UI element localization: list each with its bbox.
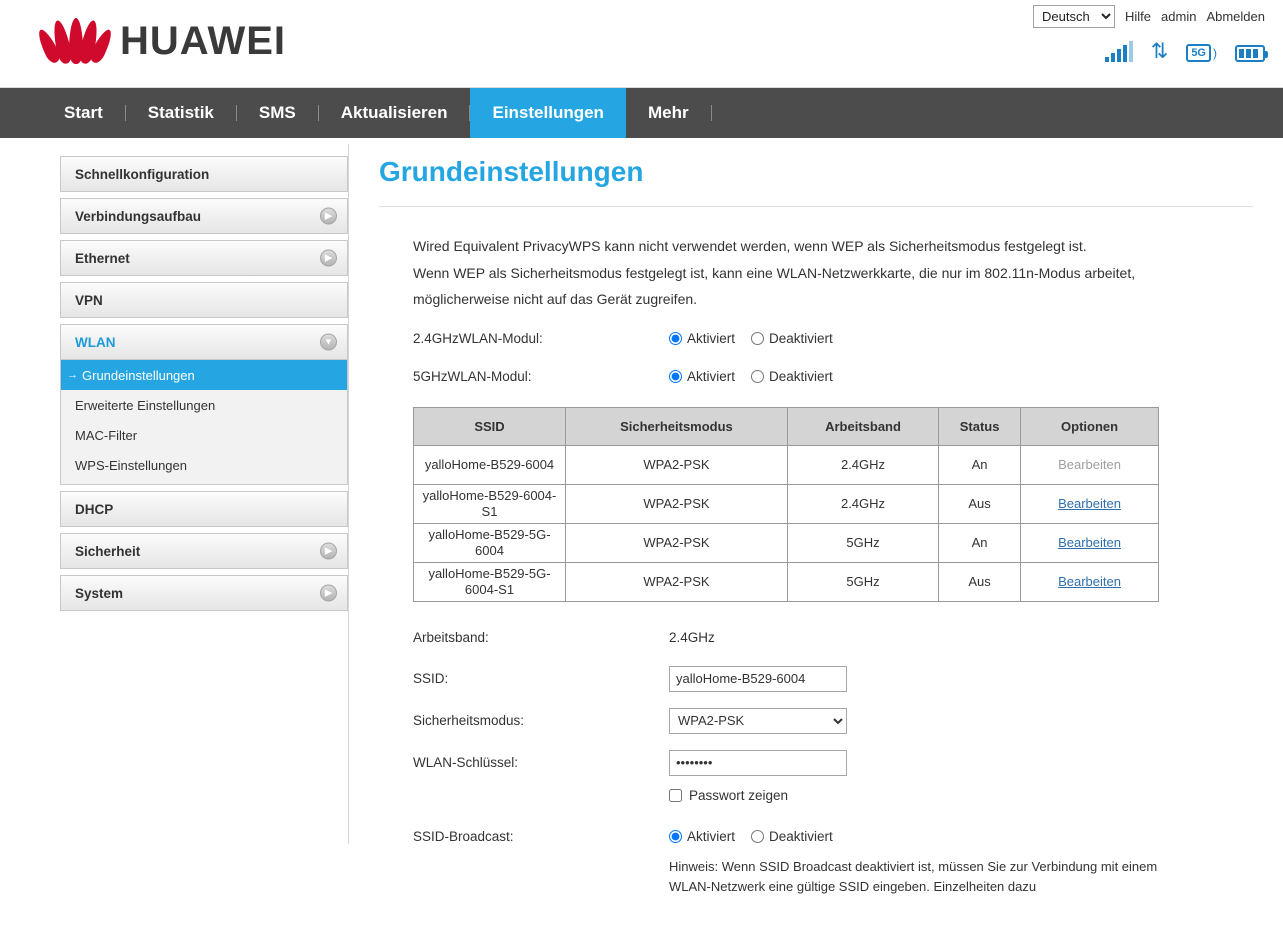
page-body — [0, 138, 1283, 937]
show-password-checkbox[interactable] — [669, 789, 682, 802]
cell-band: 5GHz — [787, 562, 938, 601]
security-mode-select[interactable] — [669, 708, 847, 734]
sidebar-item-label: DHCP — [75, 501, 114, 517]
sidebar-group-ethernet — [60, 240, 348, 276]
radio-label-broadcast-enabled: Aktiviert — [687, 829, 736, 845]
radio-input-wlan24-enabled[interactable] — [669, 332, 682, 345]
field-row-ssid — [413, 666, 1253, 692]
sidebar-item-label: Verbindungsaufbau — [75, 208, 202, 224]
radio-input-wlan24-disabled[interactable] — [751, 332, 764, 345]
radio-input-wlan5-disabled[interactable] — [751, 370, 764, 383]
sidebar-item-label: VPN — [75, 292, 103, 308]
table-header-band: Arbeitsband — [787, 407, 938, 445]
radio-wlan5-enabled[interactable] — [669, 369, 735, 384]
show-password-row — [669, 788, 1253, 803]
radio-input-wlan5-enabled[interactable] — [669, 370, 682, 383]
radio-broadcast-enabled[interactable] — [669, 829, 735, 844]
value-band: 2.4GHz — [669, 630, 715, 646]
chevron-right-icon: ▶ — [320, 208, 337, 225]
sidebar — [0, 138, 348, 937]
data-transfer-icon: ⇅ — [1150, 40, 1169, 63]
field-row-band — [413, 626, 1253, 650]
sidebar-subitem-label: → Grundeinstellungen — [82, 367, 195, 383]
cell-ssid: yalloHome-B529-6004-S1 — [414, 484, 566, 523]
radio-label-wlan5-disabled: Deaktiviert — [769, 369, 833, 385]
edit-link-disabled: Bearbeiten — [1058, 457, 1121, 473]
sidebar-item-label: Schnellkonfiguration — [75, 166, 210, 182]
cell-security: WPA2-PSK — [566, 523, 788, 562]
table-header-ssid: SSID — [414, 407, 566, 445]
page-title: Grundeinstellungen — [379, 156, 1253, 207]
edit-link[interactable]: Bearbeiten — [1058, 574, 1121, 590]
intro-line-2: Wenn WEP als Sicherheitsmodus festgelegt ist, kann eine WLAN-Netzwerkkarte, die nur im 802.11n-Modus arbeitet, möglicherweise nicht auf das Gerät zugreifen. — [413, 264, 1136, 308]
network-mode-indicator — [1186, 44, 1217, 62]
sidebar-item-system[interactable] — [60, 575, 348, 611]
edit-link[interactable]: Bearbeiten — [1058, 496, 1121, 512]
radio-input-broadcast-disabled[interactable] — [751, 830, 764, 843]
cell-ssid: yalloHome-B529-6004 — [414, 445, 566, 484]
brand-text: HUAWEI — [120, 18, 286, 63]
chevron-down-icon: ▼ — [320, 334, 337, 351]
sidebar-group-wlan — [60, 324, 348, 485]
intro-line-1: Wired Equivalent PrivacyWPS kann nicht verwendet werden, wenn WEP als Sicherheitsmodus festgelegt ist. — [413, 238, 1087, 254]
radio-wlan5-disabled[interactable] — [751, 369, 833, 384]
sidebar-subitem-label: MAC-Filter — [75, 427, 138, 443]
sidebar-item-label: WLAN — [75, 334, 116, 350]
main-content — [349, 138, 1283, 937]
sidebar-subitem-label: WPS-Einstellungen — [75, 457, 187, 473]
cell-security: WPA2-PSK — [566, 562, 788, 601]
sidebar-item-mac-filter[interactable] — [61, 420, 347, 450]
nav-separator — [711, 105, 712, 121]
sidebar-item-vpn[interactable] — [60, 282, 348, 318]
main-navigation — [0, 88, 1283, 138]
nav-item-einstellungen[interactable]: Einstellungen — [470, 88, 625, 138]
help-link[interactable]: Hilfe — [1125, 9, 1152, 24]
sidebar-item-sicherheit[interactable] — [60, 533, 348, 569]
radio-label-wlan24-disabled: Deaktiviert — [769, 331, 833, 347]
label-ssid: SSID: — [413, 671, 449, 687]
sidebar-group-vpn — [60, 282, 348, 318]
chevron-right-icon: ▶ — [320, 250, 337, 267]
top-right-controls — [1033, 5, 1265, 28]
cell-status: An — [939, 523, 1021, 562]
cell-options — [1021, 562, 1159, 601]
huawei-flower-icon — [42, 18, 108, 64]
sidebar-item-label: System — [75, 585, 124, 601]
logout-link[interactable]: Abmelden — [1206, 9, 1265, 24]
radio-group-wlan-module-5 — [669, 369, 833, 384]
sidebar-group-schnellkonfiguration — [60, 156, 348, 192]
signal-strength-icon — [1105, 42, 1133, 62]
sidebar-group-dhcp — [60, 491, 348, 527]
sidebar-item-schnellkonfiguration[interactable] — [60, 156, 348, 192]
sidebar-item-wps-einstellungen[interactable] — [61, 450, 347, 480]
label-security: Sicherheitsmodus: — [413, 713, 525, 729]
cell-band: 5GHz — [787, 523, 938, 562]
cell-status: Aus — [939, 484, 1021, 523]
radio-label-wlan5-enabled: Aktiviert — [687, 369, 736, 385]
sidebar-item-verbindungsaufbau[interactable] — [60, 198, 348, 234]
cell-status: An — [939, 445, 1021, 484]
chevron-right-icon: ▶ — [320, 543, 337, 560]
status-icons — [1105, 42, 1265, 62]
sidebar-group-system — [60, 575, 348, 611]
chevron-right-icon: ▶ — [320, 585, 337, 602]
cell-security: WPA2-PSK — [566, 445, 788, 484]
table-header-options: Optionen — [1021, 407, 1159, 445]
cell-band: 2.4GHz — [787, 445, 938, 484]
cell-options — [1021, 484, 1159, 523]
cell-security: WPA2-PSK — [566, 484, 788, 523]
field-row-wlan-module-5 — [413, 365, 1253, 389]
ssid-input[interactable] — [669, 666, 847, 692]
network-type-badge: 5G — [1186, 44, 1211, 62]
field-row-wlan-module-24 — [413, 327, 1253, 351]
cell-options — [1021, 523, 1159, 562]
battery-icon — [1235, 45, 1265, 62]
cell-status: Aus — [939, 562, 1021, 601]
table-row — [414, 562, 1159, 601]
language-select[interactable] — [1033, 5, 1115, 28]
field-row-ssid-broadcast — [413, 825, 1253, 849]
field-row-security — [413, 708, 1253, 734]
nav-item-mehr[interactable]: Mehr — [647, 103, 689, 122]
radio-input-broadcast-enabled[interactable] — [669, 830, 682, 843]
label-wlan-module-5: 5GHzWLAN-Modul: — [413, 369, 532, 385]
wlan-key-input[interactable] — [669, 750, 847, 776]
sidebar-item-wlan[interactable] — [60, 324, 348, 360]
sidebar-item-grundeinstellungen[interactable] — [61, 360, 347, 390]
sidebar-submenu-wlan — [60, 360, 348, 485]
label-band: Arbeitsband: — [413, 630, 489, 646]
show-password-label: Passwort zeigen — [689, 787, 789, 803]
sidebar-item-dhcp[interactable] — [60, 491, 348, 527]
label-wlan-key: WLAN-Schlüssel: — [413, 755, 519, 771]
radio-label-wlan24-enabled: Aktiviert — [687, 331, 736, 347]
radio-wlan24-enabled[interactable] — [669, 331, 735, 346]
nav-item-sms[interactable]: SMS — [258, 103, 296, 122]
table-header-row — [414, 407, 1159, 445]
nav-item-aktualisieren[interactable]: Aktualisieren — [340, 103, 448, 122]
huawei-logo — [42, 18, 286, 64]
cell-options — [1021, 445, 1159, 484]
sidebar-group-verbindungsaufbau — [60, 198, 348, 234]
sidebar-item-label: Sicherheit — [75, 543, 141, 559]
radio-group-ssid-broadcast — [669, 829, 833, 844]
radio-broadcast-disabled[interactable] — [751, 829, 833, 844]
sidebar-item-erweiterte-einstellungen[interactable] — [61, 390, 347, 420]
table-row — [414, 484, 1159, 523]
nav-item-statistik[interactable]: Statistik — [147, 103, 214, 122]
table-header-status: Status — [939, 407, 1021, 445]
table-row — [414, 445, 1159, 484]
sidebar-item-label: Ethernet — [75, 250, 130, 266]
radio-wlan24-disabled[interactable] — [751, 331, 833, 346]
ssid-broadcast-note: Hinweis: Wenn SSID Broadcast deaktiviert ist, müssen Sie zur Verbindung mit einem WLAN-Netzwerk eine gültige SSID eingeben. Einzelheiten dazu — [669, 858, 1158, 894]
network-waves-icon: ) — [1213, 46, 1217, 60]
cell-ssid: yalloHome-B529-5G-6004-S1 — [414, 562, 566, 601]
user-label[interactable]: admin — [1161, 9, 1197, 24]
ssid-table — [413, 407, 1159, 602]
label-wlan-module-24: 2.4GHzWLAN-Modul: — [413, 331, 543, 347]
top-bar — [0, 0, 1283, 88]
radio-group-wlan-module-24 — [669, 331, 833, 346]
cell-band: 2.4GHz — [787, 484, 938, 523]
table-header-security: Sicherheitsmodus — [566, 407, 788, 445]
edit-link[interactable]: Bearbeiten — [1058, 535, 1121, 551]
sidebar-subitem-label: Erweiterte Einstellungen — [75, 397, 216, 413]
sidebar-group-sicherheit — [60, 533, 348, 569]
field-row-wlan-key — [413, 750, 1253, 776]
intro-text — [413, 233, 1173, 313]
cell-ssid: yalloHome-B529-5G-6004 — [414, 523, 566, 562]
label-ssid-broadcast: SSID-Broadcast: — [413, 829, 514, 845]
table-row — [414, 523, 1159, 562]
nav-item-start[interactable]: Start — [64, 103, 103, 122]
radio-label-broadcast-disabled: Deaktiviert — [769, 829, 833, 845]
sidebar-item-ethernet[interactable] — [60, 240, 348, 276]
